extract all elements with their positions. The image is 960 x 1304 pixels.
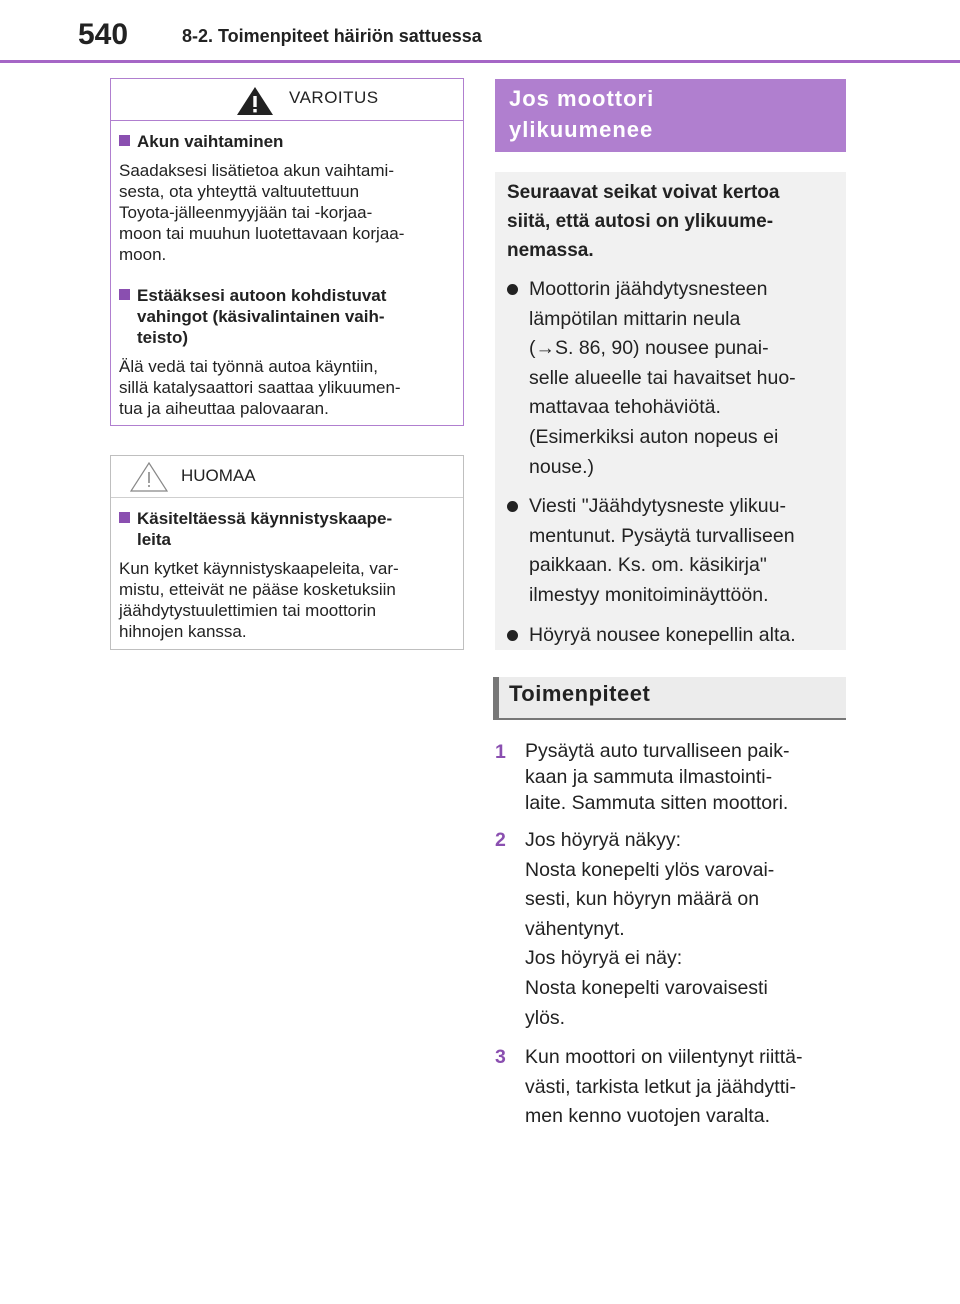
page-number: 540 <box>78 18 129 51</box>
header-rule <box>0 60 960 63</box>
notice-title: HUOMAA <box>181 466 256 485</box>
actions-steps <box>495 730 850 1132</box>
step-number: 1 <box>495 741 506 763</box>
warning-icon <box>235 85 275 117</box>
step-number: 3 <box>495 1046 506 1069</box>
symptom-bullet: Moottorin jäähdytysnesteen lämpötilan mittarin neula (→S. 86, 90) nousee punai- selle alueelle tai havaitset huo- mattavaa tehohäviötä. (Esimerkiksi auton nopeus ei nouse.) <box>507 275 834 482</box>
step-item: 2 Jos höyryä näkyy: Nosta konepelti ylös varovai- sesti, kun höyryn määrä on vähentynyt. Jos höyryä ei näy: Nosta konepelti varovaisesti ylös. <box>495 826 850 1033</box>
notice-text: Kun kytket käynnistyskaapeleita, var- mistu, etteivät ne pääse kosketuksiin jäähdytystuulettimien tai moottorin hihnojen kanssa. <box>119 559 399 641</box>
square-bullet-icon <box>119 135 130 146</box>
main-title: Jos moottori ylikuumenee <box>495 79 846 152</box>
warning-box <box>110 78 464 426</box>
actions-title: Toimenpiteet <box>493 677 846 720</box>
caution-icon <box>129 461 169 493</box>
notice-heading: Käsiteltäessä käynnistyskaape- leita <box>119 508 455 550</box>
section-header: 8-2. Toimenpiteet häiriön sattuessa <box>182 26 482 46</box>
warning-title: VAROITUS <box>289 88 379 107</box>
step-number: 2 <box>495 829 506 851</box>
square-bullet-icon <box>119 289 130 300</box>
square-bullet-icon <box>119 512 130 523</box>
warning-item-heading: Akun vaihtaminen <box>119 131 455 152</box>
symptom-bullet: Höyryä nousee konepellin alta. <box>507 621 834 651</box>
warning-item-text: Älä vedä tai työnnä autoa käyntiin, sillä katalysaattori saattaa ylikuumen- tua ja aiheuttaa palovaaran. <box>119 357 401 418</box>
warning-item-text: Saadaksesi lisätietoa akun vaihtami- sesta, ota yhteyttä valtuutettuun Toyota-jälleenmyyjään tai -korjaa- moon tai muuhun luotettavaan korjaa- moon. <box>119 161 405 264</box>
warning-header <box>111 79 463 121</box>
notice-header <box>111 456 463 498</box>
step-item: 1 Pysäytä auto turvalliseen paik- kaan ja sammuta ilmastointi- laite. Sammuta sitten moottori. <box>495 740 790 814</box>
symptom-bullet: Viesti "Jäähdytysneste ylikuu- mentunut. Pysäytä turvalliseen paikkaan. Ks. om. käsikirja" ilmestyy monitoiminäyttöön. <box>507 492 834 610</box>
step-item: 3 Kun moottori on viilentynyt riittä- västi, tarkista letkut ja jäähdytti- men kenno vuotojen varalta. <box>495 1043 850 1132</box>
symptoms-box <box>495 172 846 650</box>
warning-item-heading: Estääksesi autoon kohdistuvat vahingot (käsivalintainen vaih- teisto) <box>119 285 455 348</box>
notice-box <box>110 455 464 650</box>
symptoms-lead: Seuraavat seikat voivat kertoa siitä, että autosi on ylikuume- nemassa. <box>507 182 780 261</box>
